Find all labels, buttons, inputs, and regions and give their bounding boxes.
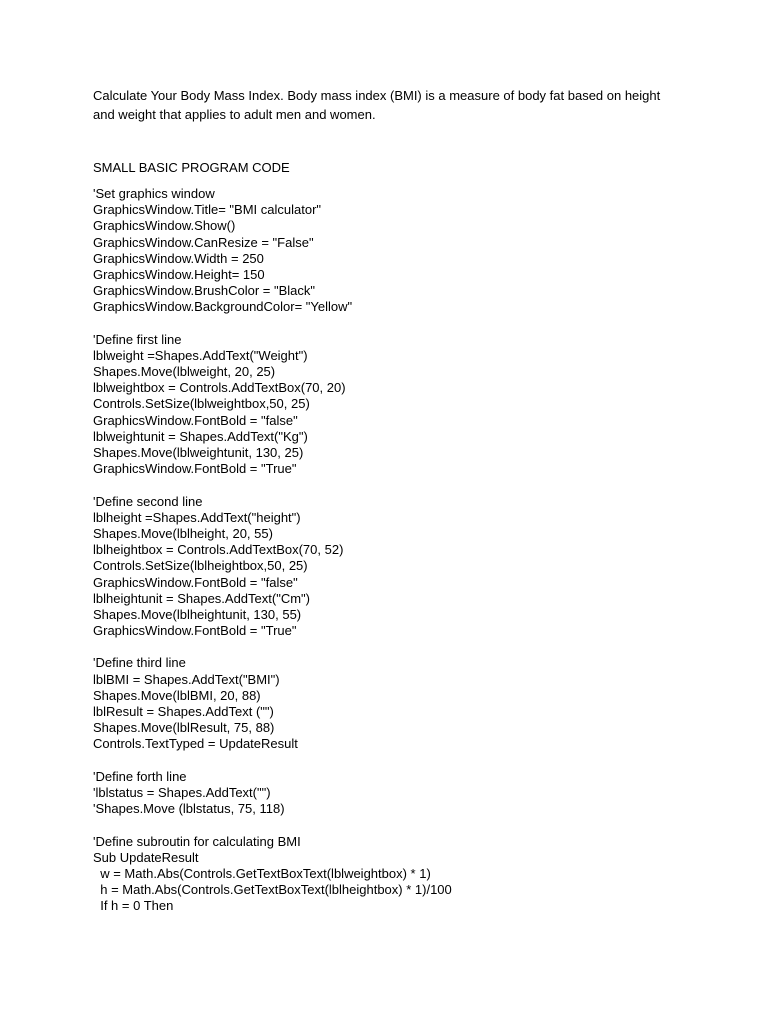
code-listing — [93, 186, 733, 914]
code-line: GraphicsWindow.FontBold = "True" — [93, 623, 297, 639]
code-line: GraphicsWindow.FontBold = "false" — [93, 574, 298, 590]
code-line: 'Set graphics window — [93, 186, 215, 201]
code-line: Shapes.Move(lblheightunit, 130, 55) — [93, 606, 302, 622]
code-line: Shapes.Move(lblBMI, 20, 88) — [93, 687, 261, 703]
code-line: 'Define forth line — [93, 768, 187, 784]
code-line: GraphicsWindow.FontBold = "True" — [93, 461, 297, 477]
intro-paragraph — [93, 86, 683, 124]
code-line: GraphicsWindow.BackgroundColor= "Yellow" — [93, 299, 353, 315]
intro-line: and weight that applies to adult men and women. — [93, 107, 376, 122]
blank-line — [93, 316, 733, 332]
code-line: GraphicsWindow.Height= 150 — [93, 266, 265, 282]
code-line: GraphicsWindow.Title= "BMI calculator" — [93, 202, 322, 218]
code-line: Shapes.Move(lblweight, 20, 25) — [93, 364, 276, 380]
section-title: SMALL BASIC PROGRAM CODE — [93, 160, 290, 175]
code-line: lblBMI = Shapes.AddText("BMI") — [93, 671, 280, 687]
code-line: Controls.TextTyped = UpdateResult — [93, 736, 298, 752]
blank-line — [93, 753, 733, 769]
code-line: GraphicsWindow.CanResize = "False" — [93, 234, 314, 250]
code-line: lblweightunit = Shapes.AddText("Kg") — [93, 428, 308, 444]
code-line: lblheightunit = Shapes.AddText("Cm") — [93, 590, 310, 606]
code-line: Shapes.Move(lblheight, 20, 55) — [93, 525, 273, 541]
code-line: GraphicsWindow.Show() — [93, 218, 236, 234]
blank-line — [93, 639, 733, 655]
code-line: lblheightbox = Controls.AddTextBox(70, 52) — [93, 542, 344, 558]
code-line: GraphicsWindow.Width = 250 — [93, 250, 264, 266]
code-line: 'Define subroutin for calculating BMI — [93, 833, 301, 849]
code-line: 'lblstatus = Shapes.AddText("") — [93, 784, 271, 800]
intro-line: Calculate Your Body Mass Index. Body mass index (BMI) is a measure of body fat based on height — [93, 88, 661, 103]
code-line: h = Math.Abs(Controls.GetTextBoxText(lblheightbox) * 1)/100 — [93, 882, 452, 898]
code-line: 'Define first line — [93, 331, 182, 347]
code-line: lblResult = Shapes.AddText ("") — [93, 704, 274, 719]
code-line: w = Math.Abs(Controls.GetTextBoxText(lblweightbox) * 1) — [93, 865, 431, 881]
code-line: lblweightbox = Controls.AddTextBox(70, 20) — [93, 380, 346, 396]
code-line: If h = 0 Then — [93, 898, 174, 914]
code-line: GraphicsWindow.FontBold = "false" — [93, 412, 298, 428]
code-line: lblweight =Shapes.AddText("Weight") — [93, 347, 308, 363]
code-line: Sub UpdateResult — [93, 849, 199, 865]
code-line: Shapes.Move(lblResult, 75, 88) — [93, 720, 275, 736]
code-line: 'Define second line — [93, 493, 203, 509]
code-line: Shapes.Move(lblweightunit, 130, 25) — [93, 445, 304, 460]
code-line: GraphicsWindow.BrushColor = "Black" — [93, 283, 316, 299]
code-line: 'Define third line — [93, 655, 186, 671]
code-line: lblheight =Shapes.AddText("height") — [93, 509, 301, 525]
blank-line — [93, 477, 733, 493]
code-line: Controls.SetSize(lblheightbox,50, 25) — [93, 558, 308, 574]
blank-line — [93, 817, 733, 833]
code-line: Controls.SetSize(lblweightbox,50, 25) — [93, 396, 310, 412]
code-line: 'Shapes.Move (lblstatus, 75, 118) — [93, 801, 285, 817]
